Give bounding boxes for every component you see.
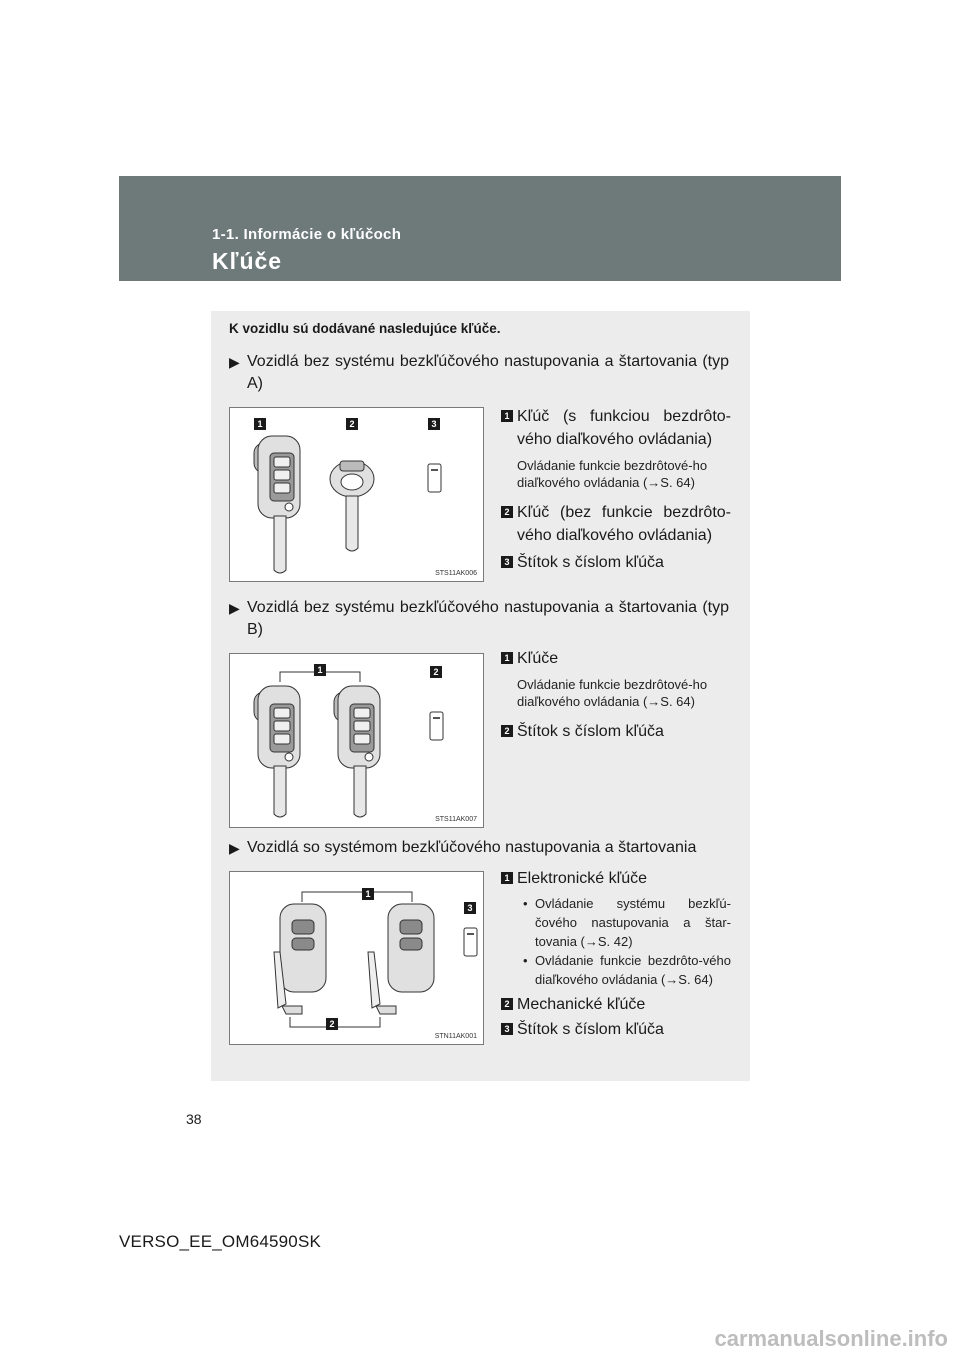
watermark: carmanualsonline.info (714, 1326, 948, 1351)
callout-2: 2 (326, 1018, 338, 1030)
item-number: 1 (501, 410, 513, 422)
smart-keys-illustration (230, 872, 483, 1044)
sub-list (501, 894, 731, 989)
item-label: Elektronické kľúče (517, 870, 648, 887)
item-note: Ovládanie funkcie bezdrôtové-ho diaľkového ovládania (→S. 64) (517, 677, 708, 709)
list-item (501, 993, 731, 1016)
figure-keys-type-a (229, 407, 484, 582)
callout-3: 3 (464, 902, 476, 914)
figure-code: STS11AK007 (435, 816, 477, 823)
item-number: 3 (501, 556, 513, 568)
item-number: 3 (501, 1023, 513, 1035)
callout-2: 2 (430, 666, 442, 678)
callout-1: 1 (314, 664, 326, 676)
content-box (211, 311, 750, 1081)
list-item (501, 647, 731, 670)
item-label: Štítok s číslom kľúča (517, 723, 664, 740)
figure-code: STS11AK006 (435, 570, 477, 577)
callout-3: 3 (428, 418, 440, 430)
triangle-bullet-icon: ▶ (229, 600, 240, 616)
bullet-text: Vozidlá bez systému bezkľúčového nastupovania a štartovania (typ B) (247, 599, 729, 638)
callout-2: 2 (346, 418, 358, 430)
callout-1: 1 (254, 418, 266, 430)
item-label: Mechanické kľúče (517, 996, 646, 1013)
item-label: Kľúč (bez funkcie bezdrôto-vého diaľkového ovládania) (517, 504, 731, 544)
sub-item: • Ovládanie funkcie bezdrôto-vého diaľkového ovládania (→S. 64) (523, 953, 731, 987)
keys-type-b-illustration (230, 654, 483, 827)
bullet-text: Vozidlá bez systému bezkľúčového nastupovania a štartovania (typ A) (247, 353, 729, 392)
list-item (501, 720, 731, 743)
figure-keys-type-b (229, 653, 484, 828)
item-number: 2 (501, 998, 513, 1010)
callout-1: 1 (362, 888, 374, 900)
item-label: Štítok s číslom kľúča (517, 1021, 664, 1038)
bullet-type-b (229, 597, 729, 641)
item-label: Štítok s číslom kľúča (517, 554, 664, 571)
description-type-b (501, 647, 731, 743)
list-item (501, 1018, 731, 1041)
figure-code: STN11AK001 (434, 1033, 477, 1040)
bullet-text: Vozidlá so systémom bezkľúčového nastupovania a štartovania (247, 839, 697, 856)
description-smart-entry (501, 867, 731, 1041)
intro-text: K vozidlu sú dodávané nasledujúce kľúče. (229, 321, 501, 336)
list-item (501, 551, 731, 574)
item-number: 1 (501, 872, 513, 884)
page-title: Kľúče (212, 248, 283, 274)
section-label: 1-1. Informácie o kľúčoch (212, 226, 402, 243)
list-item (501, 501, 731, 547)
item-label: Kľúč (s funkciou bezdrôto-vého diaľkového ovládania) (517, 408, 731, 448)
sub-item-text: Ovládanie systému bezkľú-čového nastupovania a štar-tovania (→S. 42) (535, 896, 731, 949)
item-number: 2 (501, 506, 513, 518)
sub-item: • Ovládanie systému bezkľú-čového nastupovania a štar-tovania (→S. 42) (523, 896, 731, 949)
list-item (501, 405, 731, 451)
figure-smart-keys (229, 871, 484, 1045)
item-label: Kľúče (517, 650, 559, 667)
list-item (501, 867, 731, 890)
document-code: VERSO_EE_OM64590SK (119, 1232, 322, 1251)
triangle-bullet-icon: ▶ (229, 840, 240, 856)
description-type-a (501, 405, 731, 574)
bullet-type-a (229, 351, 729, 395)
item-number: 2 (501, 725, 513, 737)
item-note: Ovládanie funkcie bezdrôtové-ho diaľkového ovládania (→S. 64) (517, 458, 708, 490)
page-number: 38 (186, 1111, 202, 1127)
bullet-smart-entry (229, 837, 729, 859)
triangle-bullet-icon: ▶ (229, 354, 240, 370)
chapter-header (119, 176, 841, 281)
sub-item-text: Ovládanie funkcie bezdrôto-vého diaľkového ovládania (→S. 64) (535, 953, 731, 987)
keys-type-a-illustration (230, 408, 483, 581)
item-number: 1 (501, 652, 513, 664)
